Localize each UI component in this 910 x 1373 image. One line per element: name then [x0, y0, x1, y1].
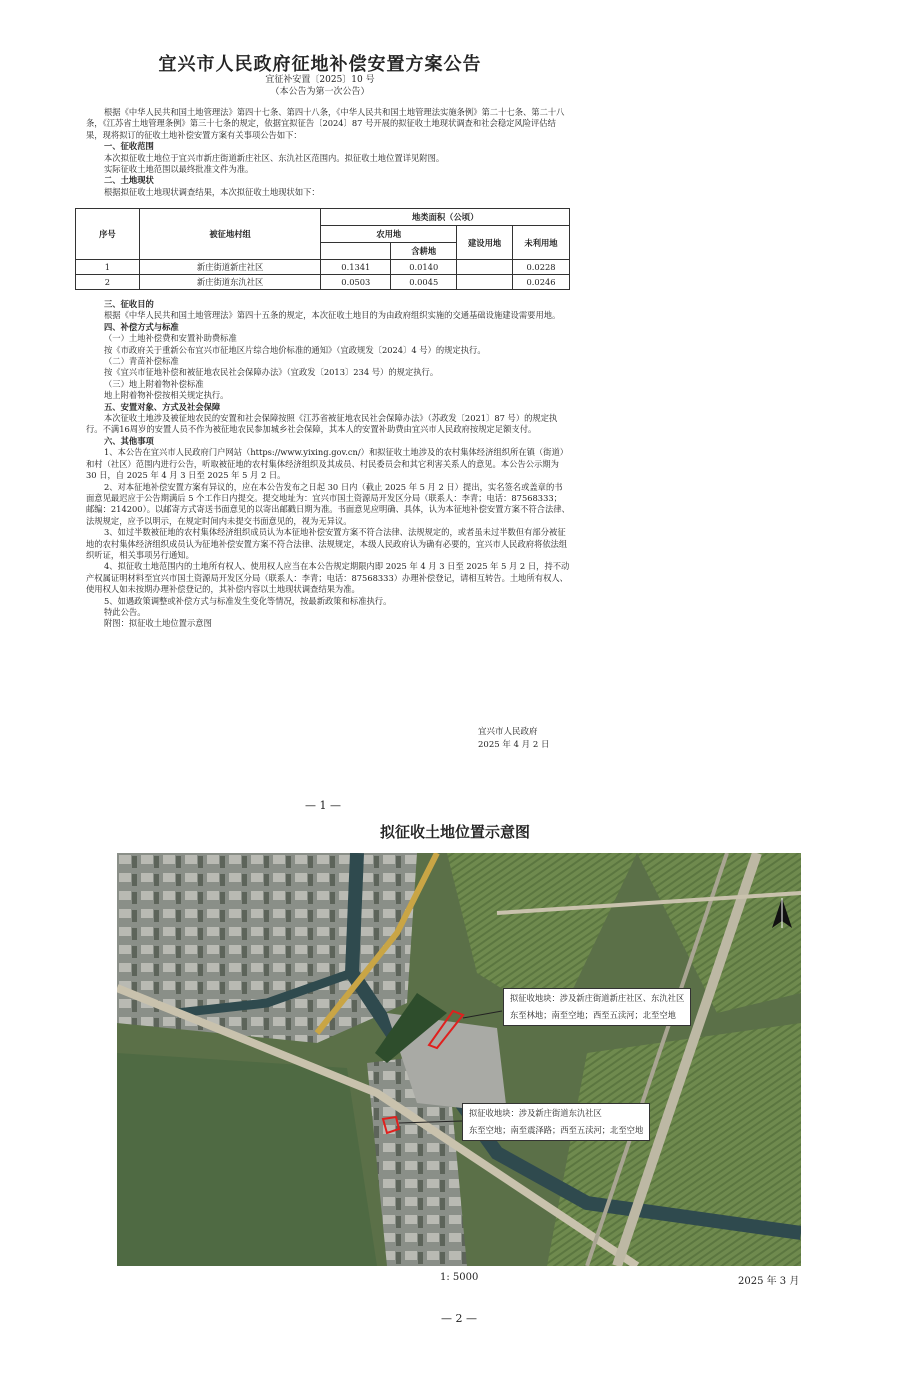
- cell-village: 新庄街道新庄社区: [139, 260, 321, 275]
- paragraph: 1、本公告在宜兴市人民政府门户网站（https://www.yixing.gov.cn/）和拟征收土地涉及的农村集体经济组织所在镇（街道）和村（社区）范围内进行公告，听取被征地的农村集体经济组织及其成员、村民委员会和其它利害关系人的意见。本公告公示期为 30 日，自 2025 年 4 月 3 日至 2025 年 5 月 2 日。: [86, 447, 569, 481]
- callout-parcel-1-boundaries: 东至林地；南至空地；西至五渎河；北至空地: [510, 1010, 676, 1020]
- cell-no: 1: [76, 260, 140, 275]
- document-number: 宜征补安置〔2025〕10 号: [265, 75, 375, 85]
- table-row: [76, 275, 570, 290]
- section-heading: 三、征收目的: [104, 299, 154, 309]
- map-scale: 1: 5000: [440, 1272, 479, 1283]
- paragraph: 5、如遇政策调整或补偿方式与标准发生变化等情况，按最新政策和标准执行。: [104, 595, 392, 606]
- table-row: [76, 260, 570, 275]
- header-construction: 建设用地: [457, 226, 513, 260]
- cell-arable: 0.0045: [391, 275, 457, 290]
- paragraph: 按《市政府关于重新公布宜兴市征地区片综合地价标准的通知》（宜政规发〔2024〕4 号）的规定执行。: [104, 344, 486, 355]
- paragraph: 根据拟征收土地现状调查结果，本次拟征收土地现状如下：: [104, 186, 320, 197]
- sub-heading: （二）青苗补偿标准: [104, 356, 179, 367]
- paragraph: 地上附着物补偿按相关规定执行。: [104, 390, 229, 401]
- cell-unused: 0.0228: [513, 260, 570, 275]
- sub-heading: （一）土地补偿费和安置补助费标准: [104, 333, 237, 344]
- paragraph: 3、如过半数被征地的农村集体经济组织成员认为本征地补偿安置方案不符合法律、法规规定的，或者虽未过半数但有部分被征地的农村集体经济组织成员认为征地补偿安置方案不符合法律、法规规定，本级人民政府认为确有必要的，宜兴市人民政府将依法组织听证，相关事项另行通知。: [86, 527, 568, 560]
- paragraph: 本次征收土地涉及被征地农民的安置和社会保障按照《江苏省被征地农民社会保障办法》（苏政发〔2021〕87 号）的规定执行。不满16周岁的安置人员不作为被征地农民参加城乡社会保障，其本人的安置补助费由宜兴市人民政府按规定足额支付。: [86, 413, 558, 435]
- notice-body-part1: [86, 107, 570, 198]
- paragraph: 2、对本征地补偿安置方案有异议的，应在本公告发布之日起 30 日内（截止 2025 年 5 月 2 日）提出，实名签名或盖章的书面意见最迟应于公告期满后 5 个工作日内提交。提交地址为：宜兴市国土资源局开发区分局（联系人：李青；电话：87568333；邮编：214200）。以邮寄方式寄送书面意见的以寄出邮戳日期为准。书面意见应明确、具体，认为本征地补偿安置方案不符合法律、法规规定，应予以明示，在规定时间内未提交书面意见的，视为无异议。: [86, 481, 570, 526]
- callout-parcel-2-location: 拟征收地块：涉及新庄街道东氿社区: [469, 1108, 602, 1118]
- header-village: 被征地村组: [139, 209, 321, 260]
- announcement-sequence: （本公告为第一次公告）: [270, 87, 370, 97]
- cell-unused: 0.0246: [513, 275, 570, 290]
- satellite-map: [117, 853, 801, 1266]
- signing-organization: 宜兴市人民政府: [478, 727, 538, 737]
- page-number-2: — 2 —: [441, 1312, 477, 1325]
- intro-paragraph: 根据《中华人民共和国土地管理法》第四十七条、第四十八条，《中华人民共和国土地管理法实施条例》第二十七条、第二十八条，《江苏省土地管理条例》第三十七条的规定，依据宜拟征告〔2024〕87 号开展的拟征收土地现状调查和社会稳定风险评估结果，现将拟订的征收土地补偿安置方案有关事项公告如下：: [86, 107, 565, 140]
- sub-heading: （三）地上附着物补偿标准: [104, 378, 204, 389]
- map-date: 2025 年 3 月: [738, 1276, 800, 1287]
- section-heading: 一、征收范围: [104, 141, 154, 152]
- cell-construction: [457, 275, 513, 290]
- paragraph: 按《宜兴市征地补偿和被征地农民社会保障办法》（宜政发〔2013〕234 号）的规定执行。: [104, 367, 439, 378]
- land-status-table: [75, 208, 570, 290]
- notice-body-part2: [86, 299, 570, 630]
- callout-parcel-1: [503, 988, 691, 1026]
- cell-no: 2: [76, 275, 140, 290]
- header-area: 地类面积（公顷）: [321, 209, 570, 226]
- header-no: 序号: [76, 209, 140, 260]
- page-number-1: — 1 —: [305, 799, 341, 812]
- callout-parcel-2: [462, 1103, 650, 1141]
- section-heading: 六、其他事项: [104, 435, 154, 446]
- header-farmland: 农用地: [321, 226, 457, 243]
- callout-parcel-1-location: 拟征收地块：涉及新庄街道新庄社区、东氿社区: [510, 993, 685, 1003]
- section-heading: 五、安置对象、方式及社会保障: [104, 401, 221, 412]
- section-heading: 二、土地现状: [104, 175, 154, 186]
- map-drawing: [117, 853, 801, 1266]
- paragraph: 4、拟征收土地范围内的土地所有权人、使用权人应当在本公告规定期限内即 2025 年 4 月 3 日至 2025 年 5 月 2 日，持不动产权属证明材料至宜兴市国土资源局开发区分局（联系人：李青；电话：87568333）办理补偿登记，请相互转告。土地所有权人、使用权人如未按期办理补偿登记的，其补偿内容以土地现状调查结果为准。: [86, 561, 570, 595]
- paragraph: 本次拟征收土地位于宜兴市新庄街道新庄社区、东氿社区范围内。拟征收土地位置详见附图。: [104, 152, 445, 163]
- cell-village: 新庄街道东氿社区: [139, 275, 321, 290]
- map-title: 拟征收土地位置示意图: [379, 823, 530, 841]
- paragraph: 实际征收土地范围以最终批准文件为准。: [104, 164, 254, 175]
- header-arable: 含耕地: [391, 243, 457, 260]
- header-unused: 未利用地: [513, 226, 570, 260]
- closing-line: 特此公告。: [104, 606, 146, 617]
- section-heading: 四、补偿方式与标准: [104, 321, 179, 332]
- cell-farmland: 0.0503: [321, 275, 391, 290]
- paragraph: 根据《中华人民共和国土地管理法》第四十五条的规定，本次征收土地目的为由政府组织实施的交通基础设施建设需要用地。: [104, 310, 561, 321]
- signing-date: 2025 年 4 月 2 日: [478, 740, 550, 750]
- notice-title: 宜兴市人民政府征地补偿安置方案公告: [158, 54, 482, 75]
- attachment-line: 附图：拟征收土地位置示意图: [104, 618, 212, 629]
- cell-farmland: 0.1341: [321, 260, 391, 275]
- cell-construction: [457, 260, 513, 275]
- cell-arable: 0.0140: [391, 260, 457, 275]
- green-area-southwest: [117, 1053, 377, 1266]
- callout-parcel-2-boundaries: 东至空地；南至震泽路；西至五渎河；北至空地: [469, 1125, 644, 1135]
